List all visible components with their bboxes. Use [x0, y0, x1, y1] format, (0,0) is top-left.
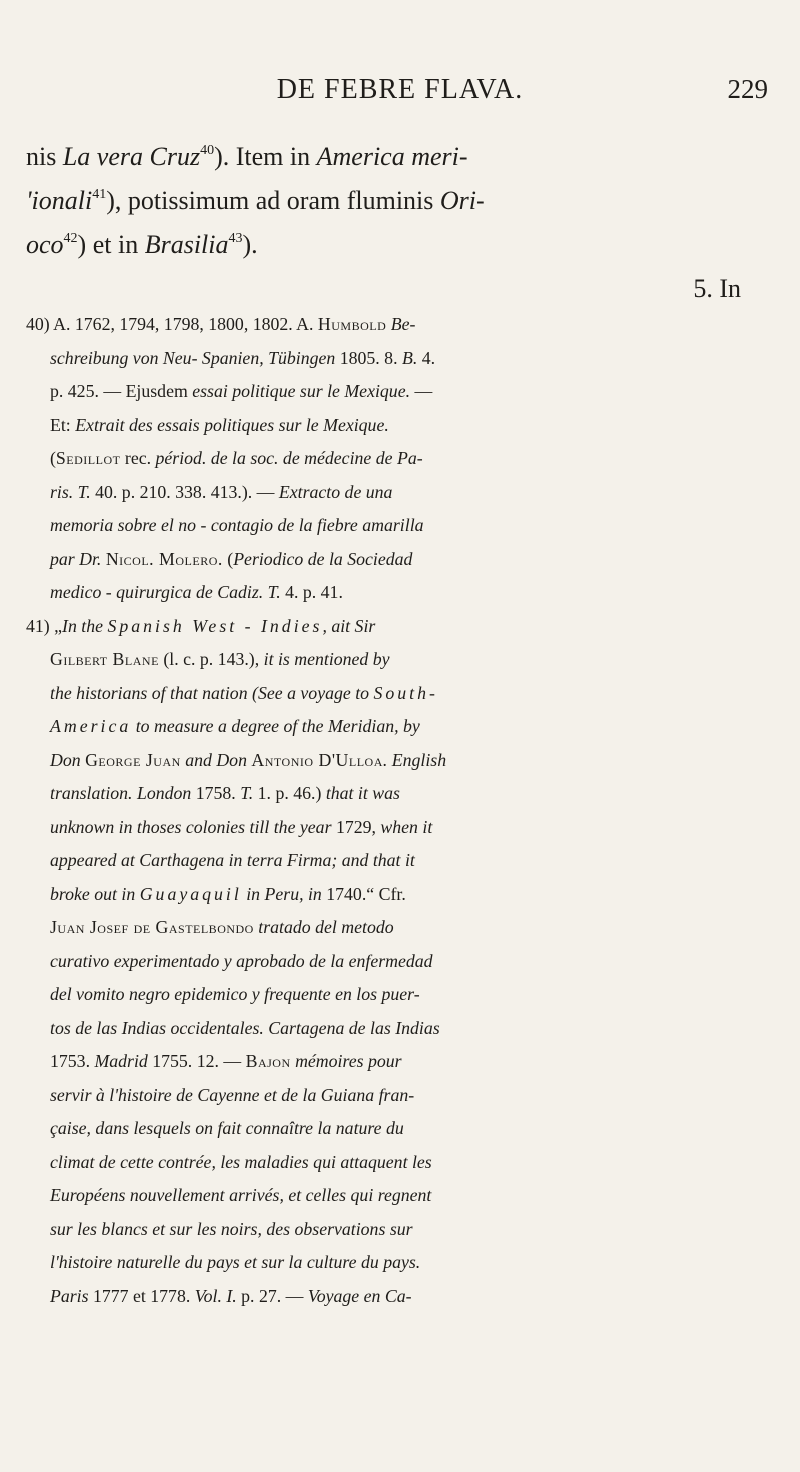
- text-span: Voyage en Ca-: [307, 1285, 412, 1306]
- footnote-line: [26, 744, 754, 778]
- text-span: Be-: [386, 314, 416, 334]
- text-span: to measure a degree of the Meridian, by: [131, 716, 420, 736]
- text-span: it is mentioned by: [263, 649, 390, 669]
- text-span: Guayaquil: [139, 883, 242, 904]
- text-span: curativo experimentado y aprobado de la enfermedad: [50, 950, 433, 971]
- text-span: 42: [63, 231, 78, 246]
- text-span: Vol. I.: [194, 1285, 237, 1306]
- text-span: 4. p. 41.: [280, 582, 343, 602]
- text-line: [26, 135, 746, 179]
- text-span: 1755. 12. —: [147, 1051, 246, 1071]
- footnote-line: [26, 375, 754, 409]
- text-span: tratado del metodo: [253, 917, 394, 937]
- text-span: 1777 et 1778.: [88, 1285, 195, 1306]
- text-span: Paris: [50, 1285, 89, 1306]
- text-span: (: [50, 448, 56, 468]
- text-span: ) et in: [77, 230, 145, 259]
- text-span: Ori-: [439, 186, 485, 215]
- footnote-line: [26, 543, 754, 577]
- text-span: Extrait des essais politiques sur le Mexique.: [75, 414, 389, 435]
- text-span: South-: [373, 682, 438, 703]
- text-span: La vera Cruz: [62, 142, 201, 171]
- text-span: Humbold: [317, 314, 387, 334]
- text-span: rec.: [120, 448, 156, 468]
- text-span: p. 27. —: [236, 1285, 308, 1306]
- footnote-line: [26, 409, 754, 443]
- text-span: 41) „: [26, 615, 63, 636]
- text-span: Extracto de una: [278, 481, 393, 502]
- footnote-line: [26, 308, 754, 342]
- text-span: Periodico de la Sociedad: [233, 548, 413, 569]
- page-header: [0, 74, 800, 114]
- footnotes: [26, 308, 754, 1313]
- text-span: when it: [380, 816, 433, 837]
- text-span: Européens nouvellement arrivés, et celles qui regnent: [50, 1185, 432, 1205]
- text-span: 40: [200, 143, 215, 158]
- text-span: périod. de la soc. de médecine de Pa-: [155, 448, 423, 468]
- footnote-line: [26, 442, 754, 476]
- text-span: Spanish West - Indies: [107, 615, 323, 636]
- text-span: p. 425. — Ejusdem: [50, 381, 193, 401]
- text-span: George Juan: [85, 749, 181, 770]
- text-span: B.: [401, 347, 418, 368]
- running-title: DE FEBRE FLAVA.: [276, 74, 524, 105]
- footnote-line: [26, 945, 754, 979]
- text-span: ), potissimum ad oram fluminis: [106, 186, 440, 215]
- footnote-line: [26, 1280, 754, 1314]
- text-span: America: [50, 716, 132, 736]
- text-span: schreibung von Neu- Spanien, Tübingen: [50, 347, 336, 368]
- text-span: ).: [242, 230, 258, 259]
- footnote-line: [26, 576, 754, 610]
- footnote-line: [26, 342, 754, 376]
- text-span: (: [222, 548, 234, 569]
- footnote-line: [26, 911, 754, 945]
- text-span: 1729,: [331, 816, 381, 837]
- text-span: Nicol. Molero.: [105, 548, 223, 569]
- text-span: 4.: [417, 347, 436, 368]
- footnote-line: [26, 811, 754, 845]
- text-span: par Dr.: [50, 548, 106, 569]
- footnote-line: [26, 643, 754, 677]
- text-span: (l. c. p. 143.),: [158, 649, 264, 669]
- footnote-line: [26, 677, 754, 711]
- footnote-line: [26, 476, 754, 510]
- footnote-line: [26, 777, 754, 811]
- text-span: translation. London: [50, 783, 192, 803]
- text-span: medico - quirurgica de Cadiz. T.: [50, 582, 281, 602]
- text-span: mémoires pour: [290, 1051, 402, 1071]
- text-span: ). Item in: [214, 142, 317, 171]
- text-span: servir à l'histoire de Cayenne et de la Guiana fran-: [50, 1084, 415, 1105]
- text-span: 1. p. 46.): [253, 783, 326, 803]
- text-span: and Don: [180, 749, 252, 770]
- text-span: oco: [26, 230, 64, 259]
- footnote-line: [26, 1179, 754, 1213]
- text-span: T.: [240, 783, 254, 803]
- page-number: 229: [727, 74, 768, 104]
- text-span: climat de cette contrée, les maladies qui attaquent les: [50, 1151, 432, 1172]
- text-span: Gilbert Blane: [50, 649, 159, 669]
- text-span: 43: [228, 231, 243, 246]
- footnote-line: [26, 978, 754, 1012]
- footnote-line: [26, 1045, 754, 1079]
- text-span: Bajon: [245, 1051, 291, 1071]
- text-span: 1805. 8.: [335, 347, 402, 368]
- text-span: appeared at Carthagena in terra Firma; and that it: [50, 850, 415, 870]
- footnote-line: [26, 1146, 754, 1180]
- text-span: 1753.: [50, 1051, 95, 1071]
- text-span: that it was: [325, 783, 400, 803]
- text-span: çaise, dans lesquels on fait connaître la nature du: [50, 1118, 404, 1138]
- footnote-line: [26, 844, 754, 878]
- text-span: , ait Sir: [322, 615, 376, 636]
- text-span: 41: [92, 187, 107, 202]
- text-span: l'histoire naturelle du pays et sur la culture du pays.: [50, 1252, 421, 1272]
- text-span: 'ionali: [26, 186, 93, 215]
- text-span: the historians of that nation (See a voyage to: [50, 682, 374, 703]
- footnote-line: [26, 710, 754, 744]
- text-span: memoria sobre el no - contagio de la fiebre amarilla: [50, 515, 424, 535]
- footnote-line: [26, 1112, 754, 1146]
- text-span: essai politique sur le Mexique.: [192, 381, 411, 401]
- text-span: . English: [382, 749, 447, 770]
- text-span: Et:: [50, 414, 76, 435]
- footnote-line: [26, 1213, 754, 1247]
- text-span: 1758.: [191, 783, 241, 803]
- footnote-line: [26, 1079, 754, 1113]
- text-span: Brasilia: [144, 230, 229, 259]
- text-span: nis: [26, 142, 63, 171]
- footnote-line: [26, 610, 754, 644]
- text-span: sur les blancs et sur les noirs, des observations sur: [50, 1218, 413, 1239]
- text-span: 1740.“ Cfr.: [321, 883, 406, 904]
- catchword-line: [26, 267, 741, 311]
- footnote-line: [26, 878, 754, 912]
- text-line: [26, 223, 746, 267]
- text-span: Antonio D'Ulloa: [251, 749, 383, 770]
- main-text: [26, 135, 746, 311]
- text-span: 40. p. 210. 338. 413.). —: [90, 481, 279, 502]
- text-span: 5. In: [693, 274, 741, 303]
- text-span: 40) A. 1762, 1794, 1798, 1800, 1802. A.: [26, 314, 318, 334]
- text-span: —: [410, 381, 433, 401]
- text-span: In the: [62, 615, 108, 636]
- text-span: in Peru, in: [241, 883, 322, 904]
- footnote-line: [26, 509, 754, 543]
- text-span: del vomito negro epidemico y frequente en los puer-: [50, 984, 420, 1004]
- text-span: tos de las Indias occidentales. Cartagena de las Indias: [50, 1017, 440, 1038]
- text-span: Sedillot: [55, 448, 121, 468]
- footnote-line: [26, 1012, 754, 1046]
- text-span: unknown in thoses colonies till the year: [50, 816, 332, 837]
- text-span: broke out in: [50, 883, 140, 904]
- footnote-line: [26, 1246, 754, 1280]
- text-span: Juan Josef de Gastelbondo: [50, 917, 254, 937]
- text-span: America meri-: [316, 142, 468, 171]
- text-span: Madrid: [94, 1051, 148, 1071]
- text-line: [26, 179, 746, 223]
- text-span: ris. T.: [50, 481, 91, 502]
- text-span: Don: [50, 749, 86, 770]
